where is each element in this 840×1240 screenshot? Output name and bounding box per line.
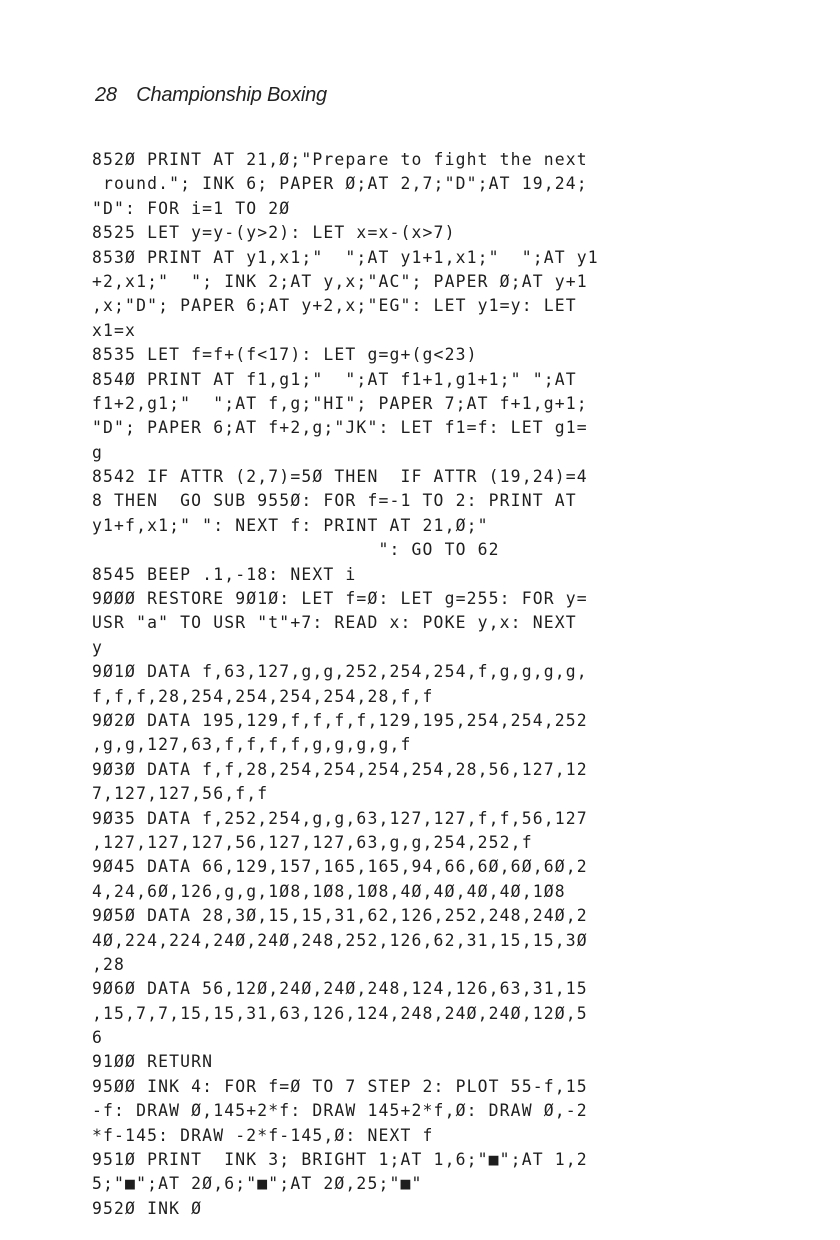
code-line: 853Ø PRINT AT y1,x1;" ";AT y1+1,x1;" ";AT y1 bbox=[92, 247, 599, 267]
code-line: 9Ø5Ø DATA 28,3Ø,15,15,31,62,126,252,248,24Ø,2 bbox=[92, 906, 588, 926]
code-line: 95ØØ INK 4: FOR f=Ø TO 7 STEP 2: PLOT 55-f,15 bbox=[92, 1076, 588, 1096]
code-line: 6 bbox=[92, 1028, 104, 1048]
code-line: x1=x bbox=[92, 320, 137, 340]
code-line: round."; INK 6; PAPER Ø;AT 2,7;"D";AT 19,24; bbox=[92, 174, 588, 194]
code-line: 951Ø PRINT INK 3; BRIGHT 1;AT 1,6;"■";AT 1,2 bbox=[92, 1150, 588, 1170]
code-line: f1+2,g1;" ";AT f,g;"HI"; PAPER 7;AT f+1,g+1; bbox=[92, 393, 588, 413]
code-line: 9ØØØ RESTORE 9Ø1Ø: LET f=Ø: LET g=255: FOR y= bbox=[92, 589, 588, 609]
code-line: ": GO TO 62 bbox=[92, 540, 500, 560]
code-line: 854Ø PRINT AT f1,g1;" ";AT f1+1,g1+1;" ";AT bbox=[92, 369, 577, 389]
code-line: g bbox=[92, 442, 104, 462]
code-line: 8 THEN GO SUB 955Ø: FOR f=-1 TO 2: PRINT AT bbox=[92, 491, 577, 511]
code-line: ,28 bbox=[92, 954, 126, 974]
code-line: 8542 IF ATTR (2,7)=5Ø THEN IF ATTR (19,24)=4 bbox=[92, 467, 588, 487]
code-line: 5;"■";AT 2Ø,6;"■";AT 2Ø,25;"■" bbox=[92, 1174, 423, 1194]
code-line: y bbox=[92, 637, 104, 657]
code-line: "D": FOR i=1 TO 2Ø bbox=[92, 198, 291, 218]
code-line: -f: DRAW Ø,145+2*f: DRAW 145+2*f,Ø: DRAW Ø,-2 bbox=[92, 1101, 588, 1121]
code-line: 4Ø,224,224,24Ø,24Ø,248,252,126,62,31,15,15,3Ø bbox=[92, 930, 588, 950]
code-line: 8545 BEEP .1,-18: NEXT i bbox=[92, 564, 357, 584]
code-line: y1+f,x1;" ": NEXT f: PRINT AT 21,Ø;" bbox=[92, 515, 489, 535]
code-line: 852Ø PRINT AT 21,Ø;"Prepare to fight the next bbox=[92, 150, 588, 169]
code-line: 9Ø45 DATA 66,129,157,165,165,94,66,6Ø,6Ø,6Ø,2 bbox=[92, 857, 588, 877]
code-line: ,x;"D"; PAPER 6;AT y+2,x;"EG": LET y1=y: LET bbox=[92, 296, 577, 316]
code-line: ,g,g,127,63,f,f,f,f,g,g,g,g,f bbox=[92, 735, 412, 755]
code-line: 91ØØ RETURN bbox=[92, 1052, 214, 1072]
code-line: 7,127,127,56,f,f bbox=[92, 784, 269, 804]
code-line: 9Ø35 DATA f,252,254,g,g,63,127,127,f,f,56,127 bbox=[92, 808, 588, 828]
code-line: 9Ø1Ø DATA f,63,127,g,g,252,254,254,f,g,g,g,g, bbox=[92, 662, 588, 682]
code-line: 9Ø2Ø DATA 195,129,f,f,f,f,129,195,254,254,252 bbox=[92, 710, 588, 730]
page-number: 28 bbox=[95, 84, 117, 106]
code-line: f,f,f,28,254,254,254,254,28,f,f bbox=[92, 686, 434, 706]
basic-program-listing bbox=[92, 148, 712, 1221]
code-line: 9Ø6Ø DATA 56,12Ø,24Ø,24Ø,248,124,126,63,31,15 bbox=[92, 979, 588, 999]
code-line: 8535 LET f=f+(f<17): LET g=g+(g<23) bbox=[92, 345, 478, 365]
book-title: Championship Boxing bbox=[136, 84, 327, 106]
code-line: 9Ø3Ø DATA f,f,28,254,254,254,254,28,56,127,12 bbox=[92, 759, 588, 779]
page-header bbox=[95, 84, 327, 107]
code-line: ,15,7,7,15,15,31,63,126,124,248,24Ø,24Ø,12Ø,5 bbox=[92, 1003, 588, 1023]
code-line: +2,x1;" "; INK 2;AT y,x;"AC"; PAPER Ø;AT y+1 bbox=[92, 271, 588, 291]
code-line: *f-145: DRAW -2*f-145,Ø: NEXT f bbox=[92, 1125, 434, 1145]
code-line: 4,24,6Ø,126,g,g,1Ø8,1Ø8,1Ø8,4Ø,4Ø,4Ø,4Ø,1Ø8 bbox=[92, 881, 566, 901]
code-line: 8525 LET y=y-(y>2): LET x=x-(x>7) bbox=[92, 223, 456, 243]
code-line: 952Ø INK Ø bbox=[92, 1198, 203, 1218]
code-line: "D"; PAPER 6;AT f+2,g;"JK": LET f1=f: LET g1= bbox=[92, 418, 588, 438]
code-line: USR "a" TO USR "t"+7: READ x: POKE y,x: NEXT bbox=[92, 613, 577, 633]
code-line: ,127,127,127,56,127,127,63,g,g,254,252,f bbox=[92, 832, 533, 852]
